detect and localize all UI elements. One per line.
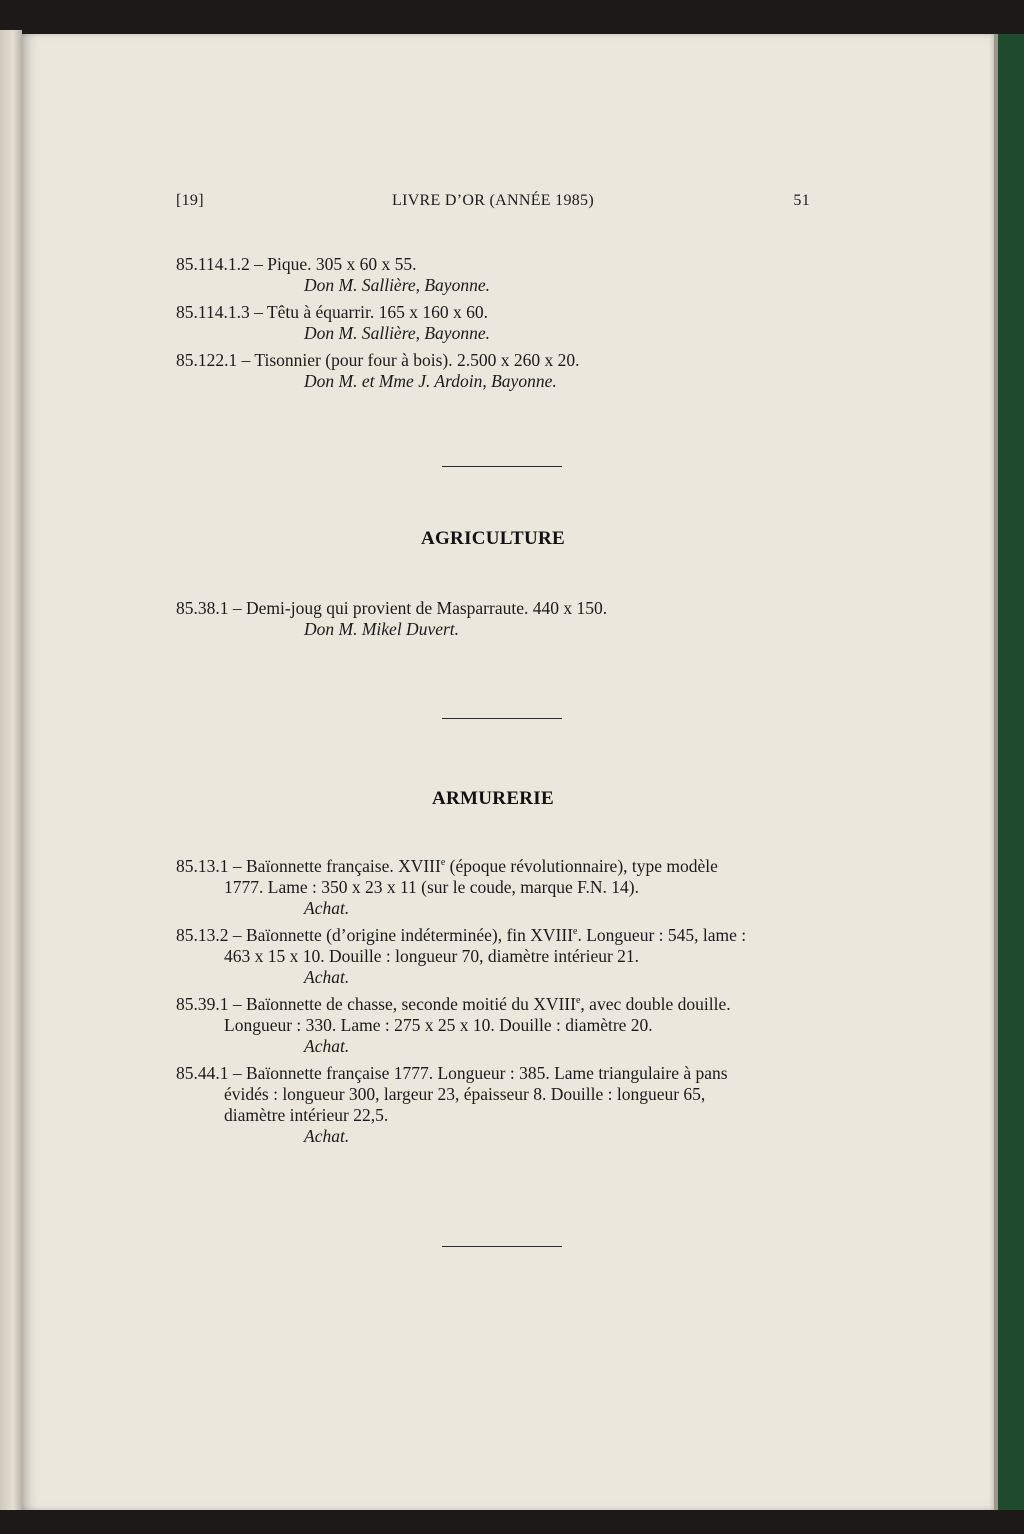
previous-page-edge bbox=[0, 30, 22, 1510]
entry-description-line-1: 85.39.1 – Baïonnette de chasse, seconde moitié du XVIIIe, avec double douille. bbox=[176, 994, 731, 1014]
catalog-entry bbox=[176, 598, 818, 640]
entry-description-line-2: évidés : longueur 300, largeur 23, épaisseur 8. Douille : longueur 65, bbox=[224, 1084, 706, 1104]
section-divider bbox=[442, 466, 562, 467]
catalog-entry bbox=[176, 925, 818, 988]
catalog-entry bbox=[176, 856, 818, 919]
running-head bbox=[176, 192, 810, 216]
entry-acquisition: Achat. bbox=[304, 967, 350, 987]
entry-acquisition: Achat. bbox=[304, 1126, 350, 1146]
page-number: 51 bbox=[793, 192, 810, 209]
superscript: e bbox=[575, 995, 581, 1007]
scanner-background-strip bbox=[998, 34, 1024, 1510]
superscript: e bbox=[573, 926, 578, 938]
top-entries bbox=[176, 254, 818, 392]
entry-description-line-1: 85.13.2 – Baïonnette (d’origine indéterminée), fin XVIIIe. Longueur : 545, lame : bbox=[176, 925, 747, 945]
entry-description-line-1: 85.13.1 – Baïonnette française. XVIIIe (époque révolutionnaire), type modèle bbox=[176, 856, 718, 876]
catalog-entry bbox=[176, 350, 818, 392]
catalog-entry bbox=[176, 994, 818, 1057]
entry-acquisition: Achat. bbox=[304, 1036, 350, 1056]
entry-description-line-2: 1777. Lame : 350 x 23 x 11 (sur le coude, marque F.N. 14). bbox=[224, 877, 639, 897]
entry-description: 85.114.1.2 – Pique. 305 x 60 x 55. bbox=[176, 254, 417, 274]
section-divider bbox=[442, 718, 562, 719]
entry-donor: Don M. Sallière, Bayonne. bbox=[304, 323, 490, 343]
entry-donor: Don M. et Mme J. Ardoin, Bayonne. bbox=[304, 371, 557, 391]
section-heading-agriculture: AGRICULTURE bbox=[420, 528, 566, 549]
entry-description: 85.38.1 – Demi-joug qui provient de Masparraute. 440 x 150. bbox=[176, 598, 608, 618]
entry-description: 85.114.1.3 – Têtu à équarrir. 165 x 160 x 60. bbox=[176, 302, 489, 322]
running-title: LIVRE D’OR (ANNÉE 1985) bbox=[392, 192, 594, 209]
entry-description-line-1: 85.44.1 – Baïonnette française 1777. Longueur : 385. Lame triangulaire à pans bbox=[176, 1063, 728, 1083]
entry-description-line-3: diamètre intérieur 22,5. bbox=[224, 1105, 389, 1125]
entry-donor: Don M. Mikel Duvert. bbox=[304, 619, 460, 639]
entry-description-line-2: Longueur : 330. Lame : 275 x 25 x 10. Douille : diamètre 20. bbox=[224, 1015, 653, 1035]
entry-description: 85.122.1 – Tisonnier (pour four à bois). 2.500 x 260 x 20. bbox=[176, 350, 580, 370]
section-number: [19] bbox=[176, 192, 204, 209]
catalog-entry bbox=[176, 1063, 818, 1147]
catalog-entry bbox=[176, 302, 818, 344]
entry-donor: Don M. Sallière, Bayonne. bbox=[304, 275, 490, 295]
superscript: e bbox=[440, 857, 446, 869]
catalog-entry bbox=[176, 254, 818, 296]
armurerie-entries bbox=[176, 856, 818, 1147]
section-divider bbox=[442, 1246, 562, 1247]
entry-acquisition: Achat. bbox=[304, 898, 350, 918]
section-heading-armurerie: ARMURERIE bbox=[432, 788, 554, 809]
entry-description-line-2: 463 x 15 x 10. Douille : longueur 70, diamètre intérieur 21. bbox=[224, 946, 640, 966]
agriculture-entries bbox=[176, 598, 818, 640]
